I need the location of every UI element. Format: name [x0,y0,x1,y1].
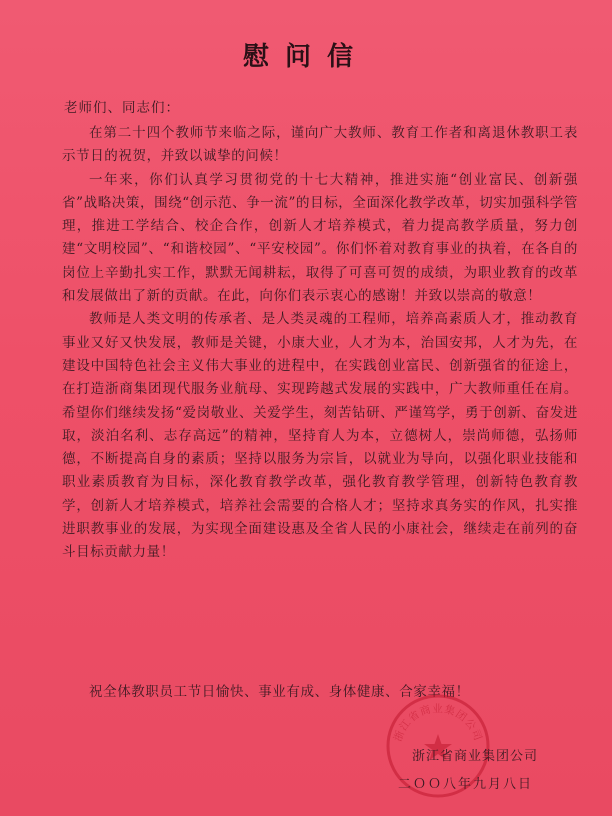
signature-date: 二ＯＯ八年九月八日 [398,777,534,792]
svg-text:浙江省商业集团公司: 浙江省商业集团公司 [391,703,485,744]
paragraph-3: 教师是人类文明的传承者、是人类灵魂的工程师，培养高素质人才，推动教育事业又好又快发展，教师是关键，小康大业，人才为本，治国安邦，人才为先，在建设中国特色社会主义伟大事业的进程中，在实践创业富民、创新强省的征途上，在打造浙商集团现代服务业航母、实现跨越式发展的实践中，广大教师重任在肩。希望你们继续发扬“爱岗敬业、关爱学生，刻苦钻研、严谨笃学，勇于创新、奋发进取，淡泊名利、志存高远”的精神，坚持育人为本，立德树人，崇尚师德，弘扬师德，不断提高自身的素质；坚持以服务为宗旨，以就业为导向，以强化职业技能和职业素质教育为目标，深化教育教学改革，强化教育教学管理，创新特色教育教学，创新人才培养模式，培养社会需要的合格人才；坚持求真务实的作风，扎实推进职教事业的发展，为实现全面建设惠及全省人民的小康社会，继续走在前列的奋斗目标贡献力量！ [62,311,578,561]
paragraph-1: 在第二十四个教师节来临之际，谨向广大教师、教育工作者和离退休教职工表示节日的祝贺，并致以诚挚的问候！ [62,125,578,165]
closing-wish: 祝全体教职员工节日愉快、事业有成、身体健康、合家幸福！ [89,684,470,700]
letter-body [62,122,578,565]
letter-title: 慰问信 [242,42,369,72]
salutation: 老师们、同志们： [64,100,180,116]
paragraph-2: 一年来，你们认真学习贯彻党的十七大精神，推进实施“创业富民、创新强省”战略决策，围绕“创示范、争一流”的目标，全面深化教学改革，切实加强科学管理，推进工学结合、校企合作，创新人才培养模式，着力提高教学质量，努力创建“文明校园”、“和谐校园”、“平安校园”。你们怀着对教育事业的执着，在各自的岗位上辛勤扎实工作，默默无闻耕耘，取得了可喜可贺的成绩，为职业教育的改革和发展做出了新的贡献。在此，向你们表示衷心的感谢！并致以崇高的敬意！ [62,171,579,305]
signature-organization: 浙江省商业集团公司 [412,749,539,764]
